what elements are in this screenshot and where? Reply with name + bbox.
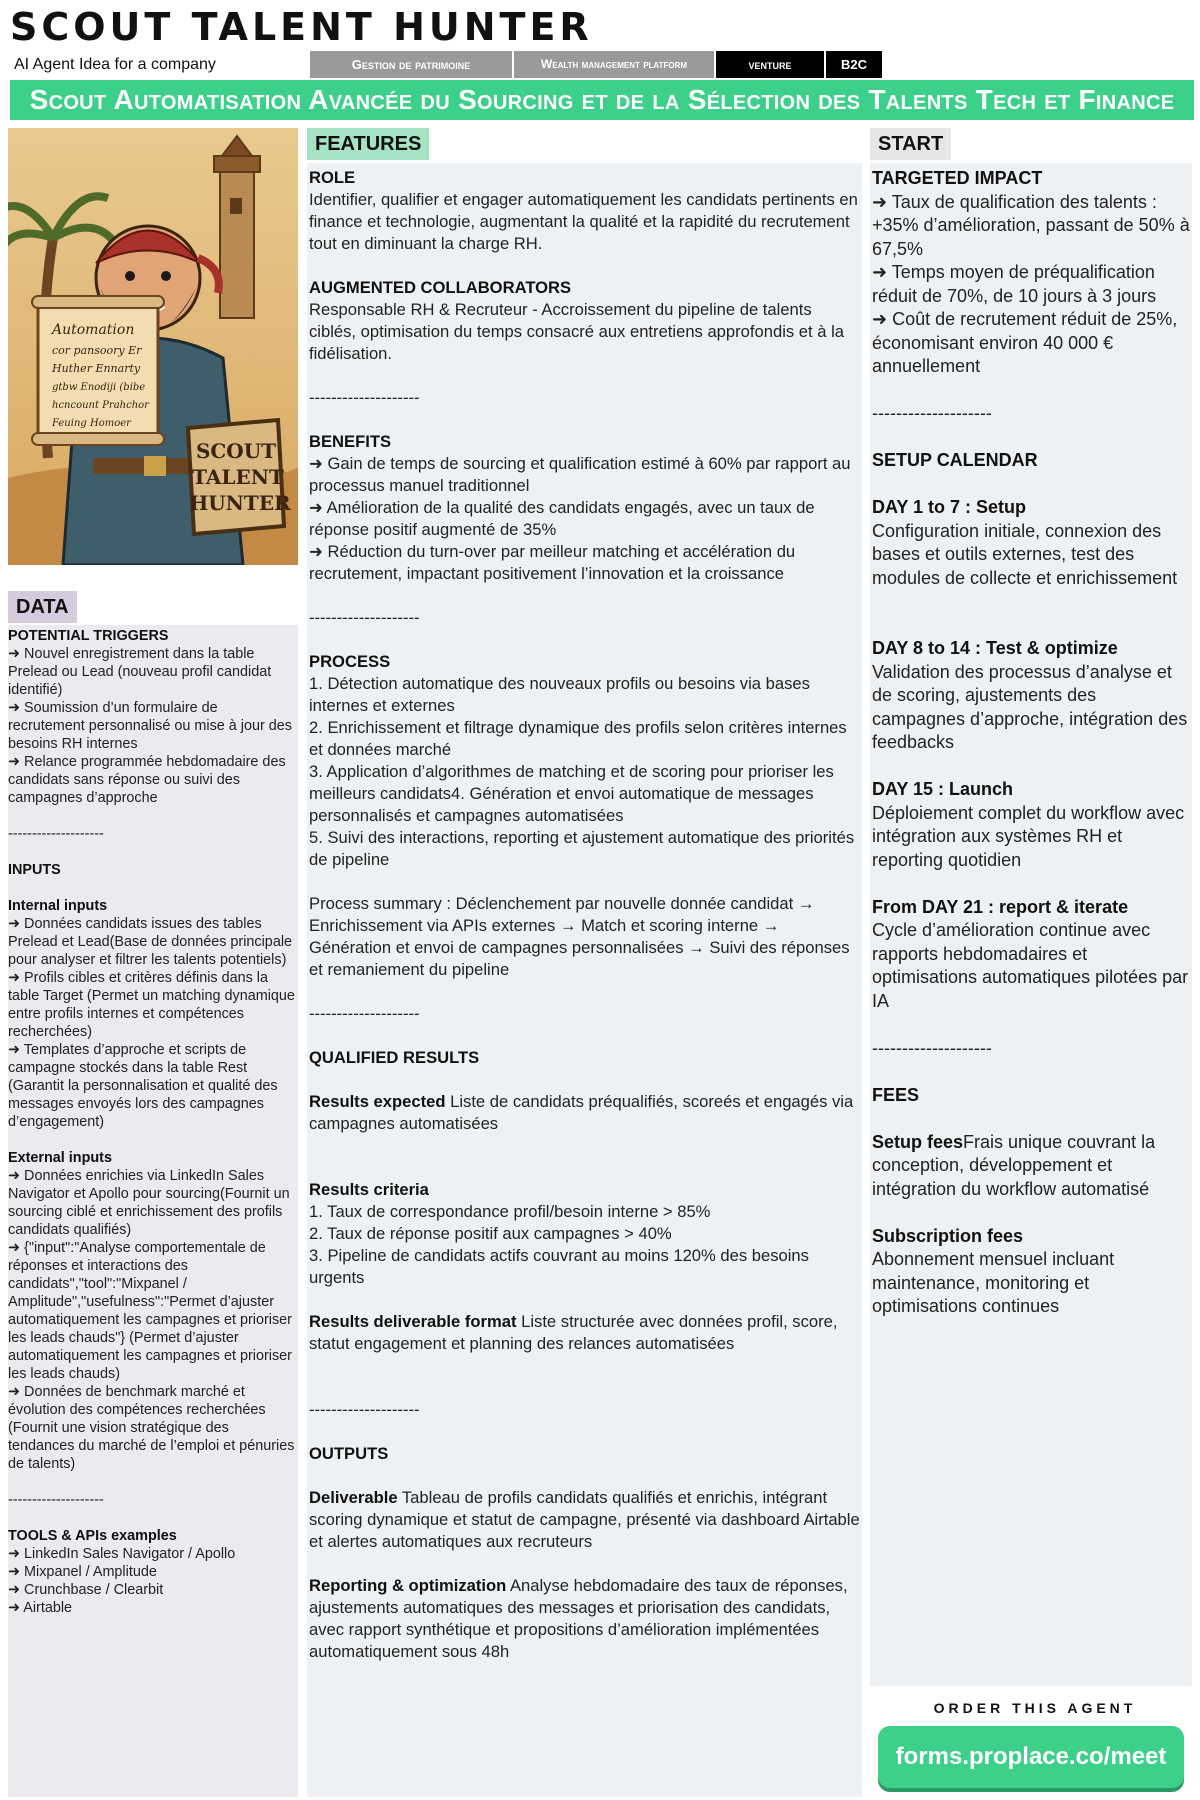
divider: -------------------- <box>309 608 420 627</box>
order-label: ORDER THIS AGENT <box>933 1700 1137 1716</box>
scroll-line: gtbw Enodiji (bibe <box>52 382 146 393</box>
day15-title: DAY 15 : Launch <box>872 779 1014 799</box>
scroll-line: Huther Ennarty <box>52 362 141 375</box>
sign-line: HUNTER <box>189 491 291 515</box>
subscription-label: Subscription fees <box>872 1225 1024 1246</box>
scroll-icon <box>32 296 164 445</box>
reporting-label: Reporting & optimization <box>309 1576 507 1595</box>
external-input-item: ➜ Données de benchmark marché et évolution des compétences recherchées (Fournit une vision stratégique des tendances du marché de l’emploi et pénuries de talents) <box>8 1384 295 1472</box>
benefit-item: ➜ Gain de temps de sourcing et qualification estimé à 60% par rapport au processus manuel traditionnel <box>309 454 851 495</box>
subscription-text: Abonnement mensuel incluant maintenance, monitoring et optimisations continues <box>872 1249 1115 1316</box>
sign-line: TALENT <box>192 465 284 489</box>
day8-text: Validation des processus d’analyse et de scoring, ajustements des campagnes d’approche, intégration des feedbacks <box>872 661 1188 752</box>
deliverable-format-label: Results deliverable format <box>309 1312 517 1331</box>
divider: -------------------- <box>872 1037 992 1058</box>
setup-fees-label: Setup fees <box>872 1131 964 1152</box>
tag-industry: Gestion de patrimoine <box>310 51 512 78</box>
deliverable-label: Deliverable <box>309 1488 398 1507</box>
sign-board <box>188 420 291 534</box>
fees-title: FEES <box>872 1084 920 1105</box>
section-head-features: FEATURES <box>307 128 429 160</box>
divider: -------------------- <box>309 1400 420 1419</box>
trigger-item: ➜ Relance programmée hebdomadaire des candidats sans réponse ou suivi des campagnes d’approche <box>8 754 286 806</box>
deliverable-text: Tableau de profils candidats qualifiés et enrichis, intégrant scoring dynamique et statut de campagne, présenté via dashboard Airtable et alertes automatiques aux recruteurs <box>309 1488 860 1551</box>
scroll-line: Feuing Homoer <box>52 418 131 429</box>
process-step: 5. Suivi des interactions, reporting et ajustement automatique des priorités de pipeline <box>309 828 855 869</box>
hero-illustration <box>8 128 298 565</box>
results-criteria-label: Results criteria <box>309 1180 429 1199</box>
results-expected-text: Liste de candidats préqualifiés, scoreés et engagés via campagnes automatisées <box>309 1092 854 1133</box>
external-inputs-title: External inputs <box>8 1150 112 1166</box>
divider: -------------------- <box>872 403 992 423</box>
tool-item: ➜ Airtable <box>8 1600 73 1616</box>
deliverable-format <box>309 1311 860 1355</box>
results-expected-label: Results expected <box>309 1092 446 1111</box>
sign-line: SCOUT <box>195 439 277 463</box>
triggers-title: POTENTIAL TRIGGERS <box>8 628 169 644</box>
tag-platform: Wealth management platform <box>514 51 714 78</box>
role-title: ROLE <box>309 168 356 187</box>
day8-title: DAY 8 to 14 : Test & optimize <box>872 638 1118 658</box>
augmented-text: Responsable RH & Recruteur - Accroissement du pipeline de talents ciblés, optimisation du temps consacré aux entretiens approfondis et à la fidélisation. <box>309 300 844 363</box>
section-head-data: DATA <box>8 591 77 623</box>
process-title: PROCESS <box>309 652 391 671</box>
tool-item: ➜ Mixpanel / Amplitude <box>8 1564 157 1580</box>
day1-title: DAY 1 to 7 : Setup <box>872 497 1027 517</box>
divider: -------------------- <box>8 826 104 842</box>
outputs-title: OUTPUTS <box>309 1444 389 1463</box>
tool-item: ➜ LinkedIn Sales Navigator / Apollo <box>8 1546 236 1562</box>
process-step: 2. Enrichissement et filtrage dynamique des profils selon critères internes et données marché <box>309 718 847 759</box>
impact-item: ➜ Temps moyen de préqualification réduit de 70%, de 10 jours à 3 jours <box>872 262 1157 306</box>
day21-title: From DAY 21 : report & iterate <box>872 896 1129 917</box>
benefits-title: BENEFITS <box>309 432 392 451</box>
criteria-item: 1. Taux de correspondance profil/besoin interne > 85% <box>309 1202 711 1221</box>
process-step: 3. Application d’algorithmes de matching et de scoring pour prioriser les meilleurs candidats4. Génération et envoi automatique de messages personnalisés et campagnes automatisées <box>309 762 834 825</box>
page-title: SCOUT TALENT HUNTER <box>10 5 593 49</box>
tag-venture: venture <box>716 51 824 78</box>
headline-banner: Scout Automatisation Avancée du Sourcing et de la Sélection des Talents Tech et Finance <box>10 80 1194 120</box>
internal-input-item: ➜ Templates d’approche et scripts de campagne stockés dans la table Rest (Garantit la personnalisation et qualité des messages envoyés lors des campagnes d’engagement) <box>8 1042 278 1130</box>
scroll-line: cor pansoory Er <box>52 344 142 357</box>
impact-item: ➜ Coût de recrutement réduit de 25%, économisant environ 40 000 € annuellement <box>872 309 1178 376</box>
tool-item: ➜ Crunchbase / Clearbit <box>8 1582 164 1598</box>
trigger-item: ➜ Nouvel enregistrement dans la table Prelead ou Lead (nouveau profil candidat identifié) <box>8 646 272 698</box>
calendar-title: SETUP CALENDAR <box>872 450 1038 470</box>
features-panel <box>307 163 862 1797</box>
role-text: Identifier, qualifier et engager automatiquement les candidats pertinents en finance et technologie, augmentant la qualité et la rapidité du recrutement tout en diminuant la charge RH. <box>309 190 858 253</box>
divider: -------------------- <box>8 1492 104 1508</box>
scroll-line: Automation <box>52 322 135 338</box>
order-button[interactable]: forms.proplace.co/meet <box>878 1726 1184 1788</box>
tools-title: TOOLS & APIs examples <box>8 1528 177 1544</box>
data-panel <box>8 625 298 1797</box>
benefit-item: ➜ Amélioration de la qualité des candidats engagés, avec un taux de réponse positif augmenté de 35% <box>309 498 815 539</box>
day21-text: Cycle d’amélioration continue avec rapports hebdomadaires et optimisations automatiques pilotées par IA <box>872 920 1189 1011</box>
results-expected <box>309 1091 860 1135</box>
start-panel <box>870 163 1192 1686</box>
section-head-start: START <box>870 128 951 160</box>
scroll-line: hcncount Prahchor <box>52 400 149 411</box>
reporting <box>309 1575 860 1663</box>
external-input-item: ➜ {"input":"Analyse comportementale de réponses et interactions des candidats","tool":"Mixpanel / Amplitude","usefulness":"Permet d’ajuster automatiquement les campagnes et prioriser les leads chauds"} (Permet d’ajuster automatiquement les campagnes et prioriser les leads chauds) <box>8 1240 292 1382</box>
page-subtitle: AI Agent Idea for a company <box>14 56 216 73</box>
setup-fees-text: Frais unique couvrant la conception, développement et intégration du workflow automatisé <box>872 1131 1156 1199</box>
setup-fees <box>872 1131 1190 1202</box>
inputs-title: INPUTS <box>8 862 61 878</box>
reporting-text: Analyse hebdomadaire des taux de réponses, ajustements automatiques des messages et priorisation des candidats, avec rapport synthétique et propositions d’amélioration implémentées automatiquement sous 48h <box>309 1576 848 1661</box>
deliverable <box>309 1487 860 1553</box>
benefit-item: ➜ Réduction du turn-over par meilleur matching et accélération du recrutement, impactant positivement l’innovation et la croissance <box>309 542 796 583</box>
impact-item: ➜ Taux de qualification des talents : +35% d’amélioration, passant de 50% à 67,5% <box>872 191 1190 259</box>
external-input-item: ➜ Données enrichies via LinkedIn Sales Navigator et Apollo pour sourcing(Fournit un sourcing ciblé et enrichissement des profils candidats qualifiés) <box>8 1168 290 1238</box>
day15-text: Déploiement complet du workflow avec intégration aux systèmes RH et reporting quotidien <box>872 802 1185 870</box>
augmented-title: AUGMENTED COLLABORATORS <box>309 278 572 297</box>
day1-text: Configuration initiale, connexion des bases et outils externes, test des modules de collecte et enrichissement <box>872 520 1178 588</box>
criteria-item: 2. Taux de réponse positif aux campagnes > 40% <box>309 1224 672 1243</box>
impact-title: TARGETED IMPACT <box>872 168 1043 188</box>
qualified-title: QUALIFIED RESULTS <box>309 1048 480 1067</box>
trigger-item: ➜ Soumission d’un formulaire de recrutement personnalisé ou mise à jour des besoins RH internes <box>8 700 292 752</box>
tag-b2c: B2C <box>826 51 882 78</box>
internal-input-item: ➜ Profils cibles et critères définis dans la table Target (Permet un matching dynamique entre profils internes et compétences recherchées) <box>8 970 295 1040</box>
internal-input-item: ➜ Données candidats issues des tables Prelead et Lead(Base de données principale pour analyser et filtrer les talents potentiels) <box>8 916 293 968</box>
deliverable-format-text: Liste structurée avec données profil, score, statut engagement et planning des relances automatisées <box>309 1312 838 1353</box>
criteria-item: 3. Pipeline de candidats actifs couvrant au moins 120% des besoins urgents <box>309 1246 809 1287</box>
internal-inputs-title: Internal inputs <box>8 898 108 914</box>
divider: -------------------- <box>309 1004 420 1023</box>
process-summary: Process summary : Déclenchement par nouvelle donnée candidat → Enrichissement via APIs externes → Match et scoring interne → Génération et envoi de campagnes personnalisées → Suivi des réponses et remaniement du pipeline <box>309 894 850 979</box>
process-step: 1. Détection automatique des nouveaux profils ou besoins via bases internes et externes <box>309 674 810 715</box>
divider: -------------------- <box>309 388 420 407</box>
